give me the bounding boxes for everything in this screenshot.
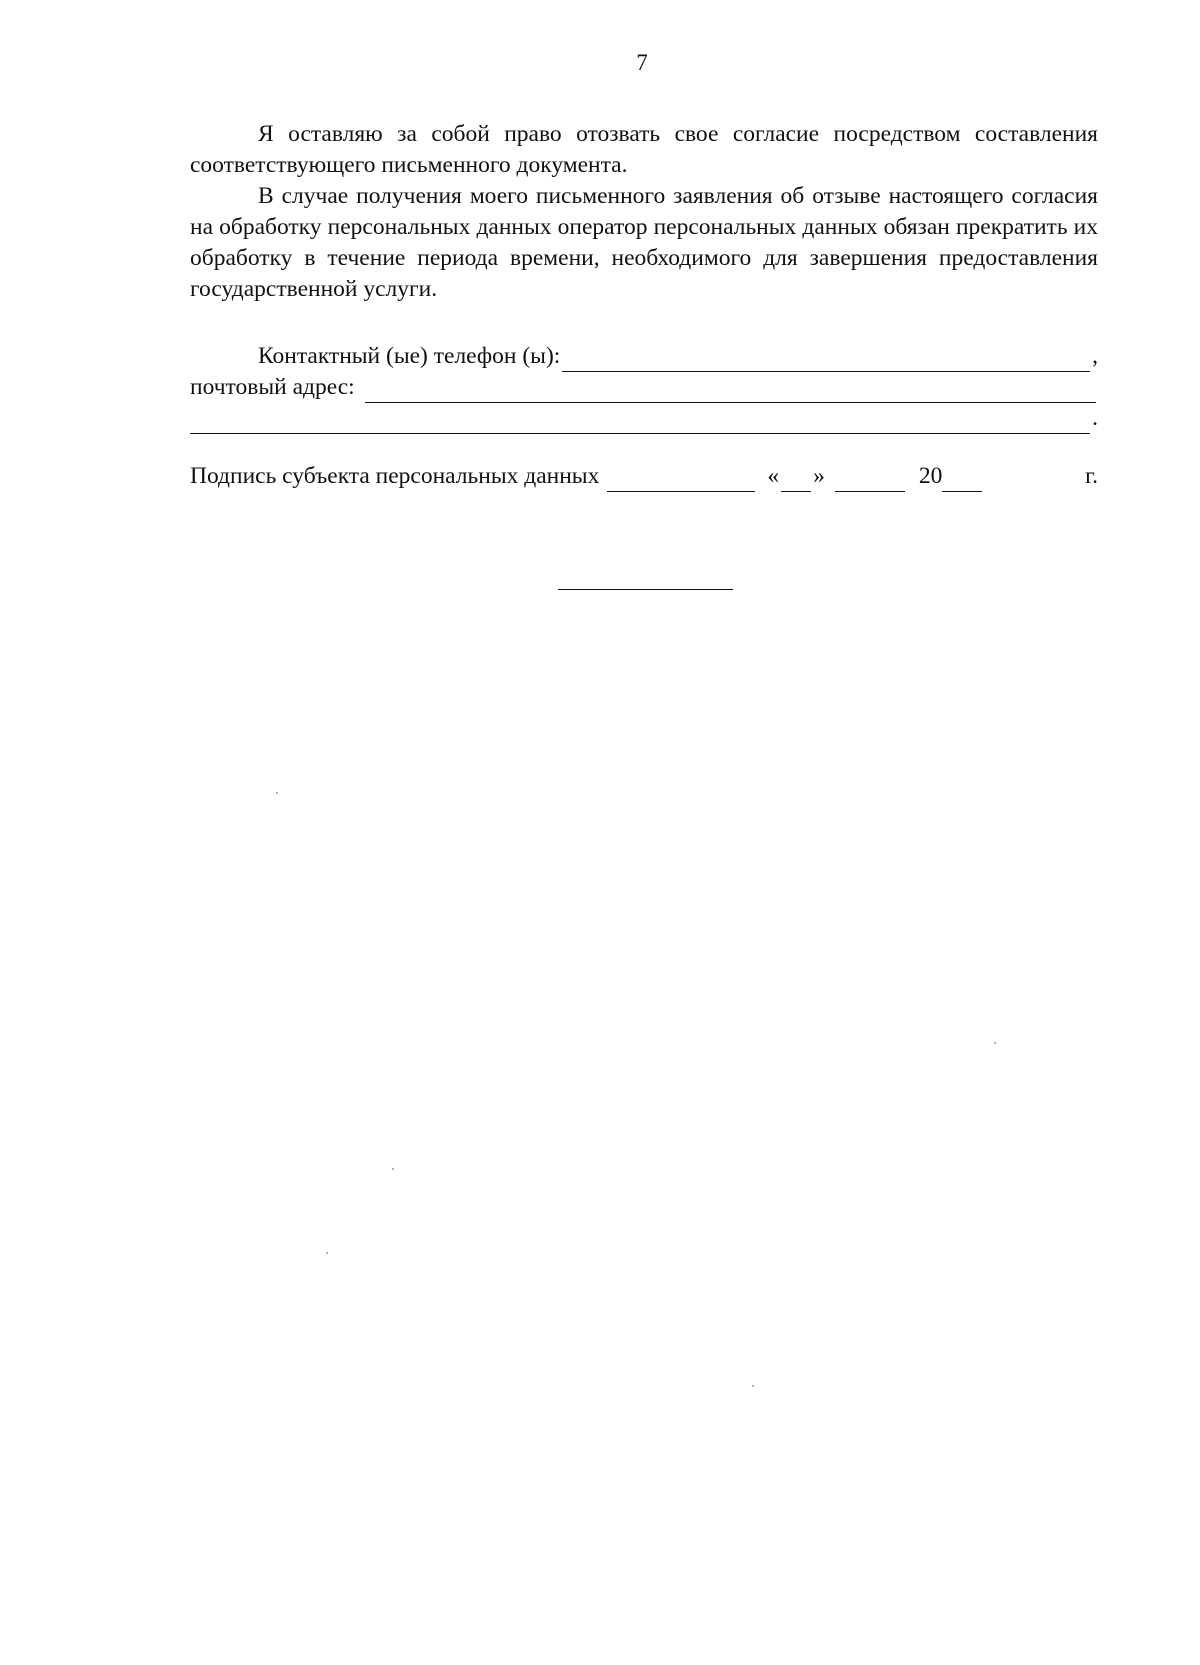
date-year-prefix: 20 [918,463,943,489]
phone-line [190,341,1098,372]
phone-label: Контактный (ые) телефон (ы): [258,343,561,369]
address-label: почтовый адрес: [190,374,355,400]
date-close-quote: » [813,463,825,489]
signature-block [190,461,1098,492]
date-month-field[interactable] [835,469,905,492]
phone-line-comma: , [1092,343,1098,369]
phone-field[interactable] [562,349,1090,372]
scan-speck [752,1385,754,1387]
address-line [190,372,1098,403]
end-separator-line [558,589,733,590]
signature-line [190,461,1098,492]
scan-speck [392,1168,394,1170]
address-field-continued[interactable] [190,411,1090,434]
address-field[interactable] [365,380,1096,403]
revocation-paragraph: Я оставляю за собой право отозвать свое согласие посредством составления соответствующего письменного документа. [190,121,1098,178]
date-year-field[interactable] [942,469,982,492]
consent-text [190,119,1098,305]
scan-speck [994,1042,996,1044]
scan-speck [326,1252,328,1254]
processing-stop-paragraph: В случае получения моего письменного заявления об отзыве настоящего согласия на обработку персональных данных оператор персональных данных обязан прекратить их обработку в течение периода времени, необходимого для завершения предоставления государственной услуги. [190,183,1098,302]
date-day-field[interactable] [781,469,811,492]
page-number: 7 [636,50,648,75]
signature-field[interactable] [607,469,755,492]
signature-label: Подпись субъекта персональных данных [190,463,600,489]
address-continuation-line [190,403,1098,434]
scan-speck [276,792,278,794]
date-open-quote: « [767,463,780,489]
address-line-period: . [1092,405,1098,431]
contacts-block [190,341,1098,434]
date-year-suffix: г. [1085,463,1098,489]
